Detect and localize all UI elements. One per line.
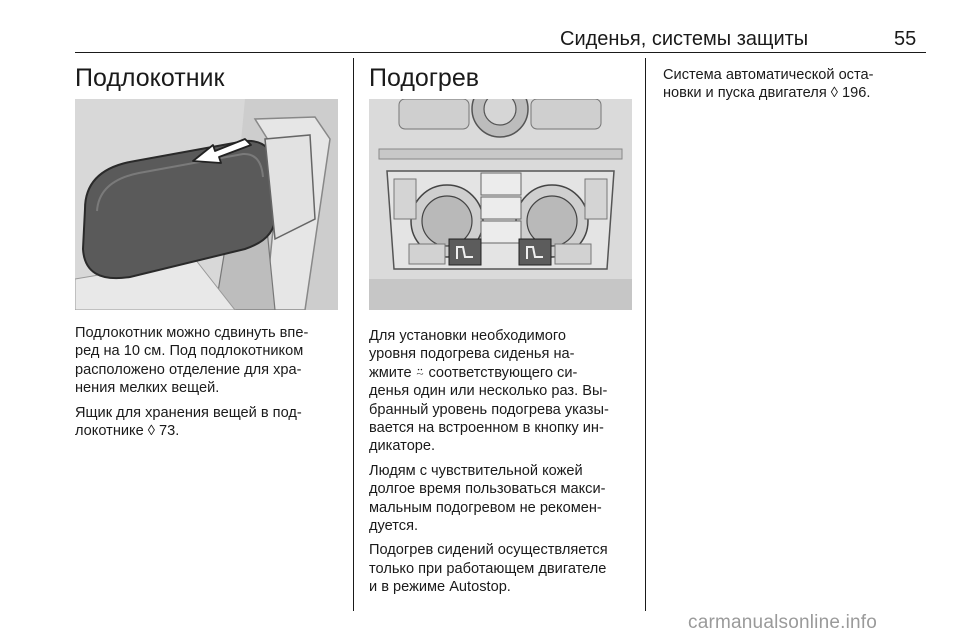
armrest-heading: Подлокотник — [75, 64, 225, 92]
text-line: расположено отделение для хра- — [75, 361, 302, 378]
armrest-illustration — [75, 99, 338, 310]
page-number: 55 — [894, 28, 917, 50]
text-line: дуется. — [369, 518, 419, 535]
column-separator — [645, 58, 646, 611]
text-line: нения мелких вещей. — [75, 380, 220, 397]
text-line: Для установки необходимого — [369, 328, 566, 344]
section-title: Сиденья, системы защиты — [560, 28, 809, 50]
text-line: и в режиме Autostop. — [369, 579, 511, 596]
text-line: ред на 10 см. Под подлокотником — [75, 343, 304, 360]
text-line: только при работающем двигателе — [369, 560, 607, 577]
text-line: Людям с чувствительной кожей — [369, 462, 583, 479]
watermark: carmanualsonline.info — [688, 612, 878, 633]
text-line: локотнике ◊ 73. — [75, 423, 180, 440]
text-line: долгое время пользоваться макси- — [369, 481, 606, 498]
heating-figure — [369, 99, 632, 310]
climate-panel-illustration — [369, 99, 632, 310]
armrest-text — [75, 324, 345, 446]
armrest-paragraph — [75, 404, 345, 441]
text-line: Система автоматической оста- — [663, 67, 874, 83]
autostop-text — [663, 66, 925, 109]
heating-paragraph — [369, 327, 641, 456]
text-line: вается на встроенном в кнопку ин- — [369, 420, 604, 437]
text-line: дикаторе. — [369, 438, 436, 455]
heating-paragraph — [369, 541, 641, 596]
text-line: денья один или несколько раз. Вы- — [369, 383, 608, 400]
text-line: бранный уровень подогрева указы- — [369, 401, 609, 418]
text-line: уровня подогрева сиденья на- — [369, 346, 575, 363]
text-line: Ящик для хранения вещей в под- — [75, 404, 302, 421]
autostop-paragraph — [663, 66, 925, 103]
heating-heading: Подогрев — [369, 64, 480, 92]
text-line: Подогрев сидений осуществляется — [369, 542, 608, 559]
text-line: Подлокотник можно сдвинуть впе- — [75, 325, 309, 341]
header-rule — [75, 52, 926, 53]
heating-paragraph — [369, 462, 641, 536]
heating-text — [369, 327, 641, 603]
armrest-paragraph — [75, 324, 345, 398]
armrest-figure — [75, 99, 338, 310]
text-line: мальным подогревом не рекомен- — [369, 499, 602, 516]
text-line: жмите ⍨ соответствующего си- — [369, 364, 578, 381]
column-separator — [353, 58, 354, 611]
text-line: новки и пуска двигателя ◊ 196. — [663, 85, 871, 102]
